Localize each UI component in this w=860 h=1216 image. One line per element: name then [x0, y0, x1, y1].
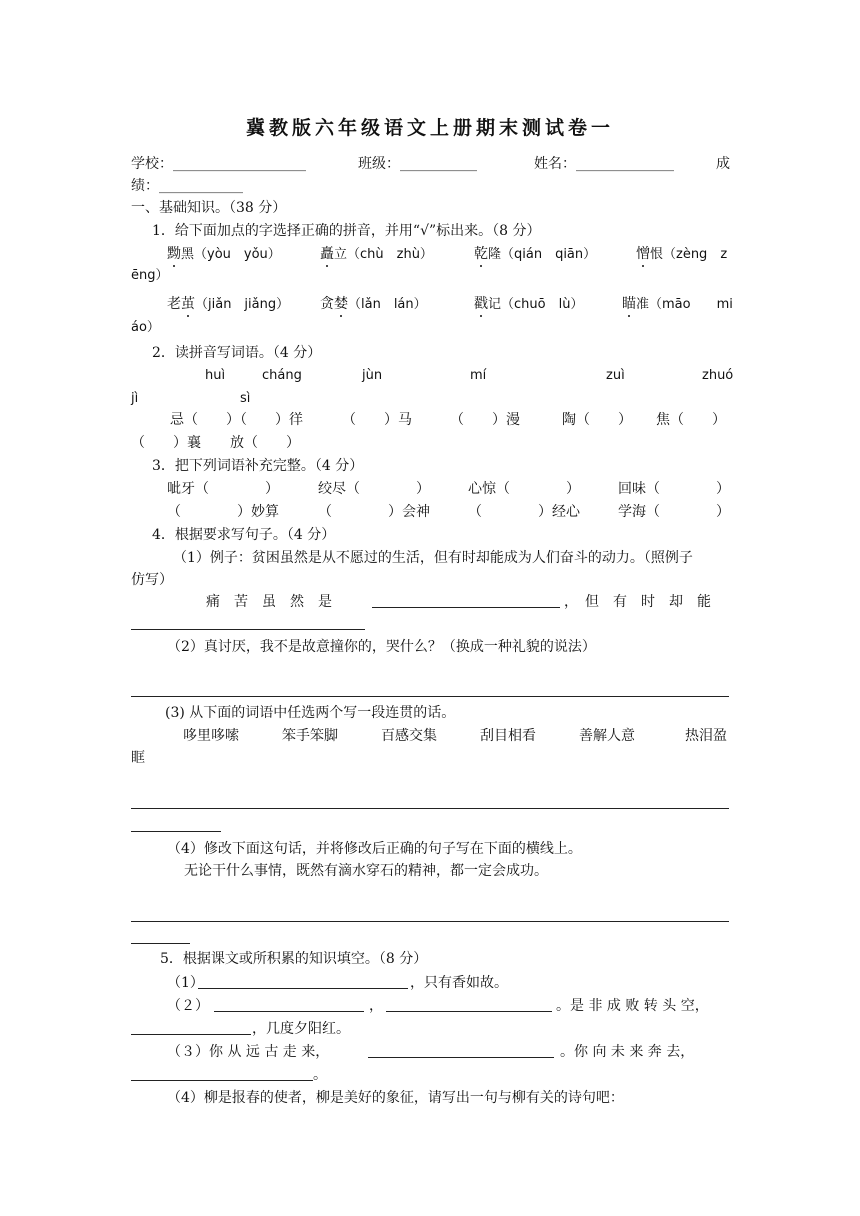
q2-word: 放（ ）: [230, 435, 300, 451]
q4-p1-prompt-b: ， 但 有 时 却 能: [564, 594, 711, 610]
q5-3-end: 。: [313, 1067, 327, 1083]
answer-line[interactable]: [131, 943, 190, 944]
q2-word: （ ）襄: [131, 435, 201, 451]
q2-word: （ ）马: [342, 412, 412, 428]
answer-line[interactable]: [131, 629, 365, 630]
q3-item: （ ）会神: [318, 504, 430, 520]
answer-line[interactable]: [131, 1034, 251, 1035]
q5-1-label: （1）: [167, 975, 204, 991]
answer-line[interactable]: [131, 696, 729, 697]
name-field: 姓名：______________: [534, 156, 674, 172]
q2-pinyin: jì: [131, 391, 139, 406]
score-field: 绩：____________: [131, 178, 243, 194]
score-label: 成: [716, 156, 730, 172]
q2-word: 陶（ ）: [562, 412, 632, 428]
q3-item: （ ）妙算: [167, 504, 279, 520]
q5-1-text: ，只有香如故。: [410, 975, 508, 991]
q3-item: （ ）经心: [468, 504, 580, 520]
q1-item: 老茧（jiǎn jiǎng）: [167, 296, 290, 312]
q2-word: （ ）漫: [450, 412, 520, 428]
q5-3-text: 。你 向 未 来 奔 去，: [560, 1044, 695, 1060]
answer-line[interactable]: [372, 607, 560, 608]
q4-p4-sentence: 无论干什么事情，既然有滴水穿石的精神，都一定会成功。: [184, 863, 548, 879]
q5-2-text: 。是 非 成 败 转 头 空，: [556, 998, 709, 1014]
class-field: 班级：___________: [358, 156, 477, 172]
q4-p3-word-cont: 眶: [131, 750, 145, 766]
q4-p1-instruction-cont: 仿写）: [131, 572, 173, 588]
q1-item: 戳记（chuō lù）: [474, 296, 584, 312]
answer-line[interactable]: [214, 1011, 364, 1012]
q2-title: 2．读拼音写词语。（4 分）: [152, 345, 322, 361]
q5-2-sep: ，: [369, 998, 383, 1014]
q3-item: 学海（ ）: [618, 504, 730, 520]
q2-pinyin: huì: [205, 368, 226, 383]
answer-line[interactable]: [386, 1011, 552, 1012]
section-1-heading: 一、基础知识。（38 分）: [131, 200, 287, 216]
q4-p3-word: 刮目相看: [480, 728, 536, 744]
q3-item: 回味（ ）: [618, 481, 730, 497]
q1-item-cont: áo）: [131, 320, 160, 335]
q4-p3-word: 百感交集: [381, 728, 437, 744]
answer-line[interactable]: [131, 921, 729, 922]
school-field: 学校：___________________: [131, 156, 306, 172]
q4-p3-word: 笨手笨脚: [282, 728, 338, 744]
q1-item: 乾隆（qián qiān）: [474, 246, 597, 262]
q2-pinyin: cháng: [262, 368, 302, 383]
q4-p3-word: 热泪盈: [685, 728, 727, 744]
q4-p3-instruction: (3) 从下面的词语中任选两个写一段连贯的话。: [165, 705, 456, 721]
q2-word: 焦（ ）: [656, 412, 726, 428]
answer-line[interactable]: [368, 1057, 554, 1058]
q2-word: 忌（ ）（ ）徉: [170, 412, 303, 428]
q1-item: 矗立（chù zhù）: [320, 246, 433, 262]
q1-item: 贪婪（lǎn lán）: [320, 296, 427, 312]
q3-item: 绞尽（ ）: [318, 481, 430, 497]
q4-p3-word: 哆里哆嗦: [183, 728, 239, 744]
q4-p3-word: 善解人意: [579, 728, 635, 744]
q2-pinyin: sì: [240, 391, 251, 406]
q5-title: 5．根据课文或所积累的知识填空。（8 分）: [160, 951, 428, 967]
q1-title: 1．给下面加点的字选择正确的拼音，并用“√”标出来。（8 分）: [152, 223, 541, 239]
answer-line[interactable]: [131, 1080, 313, 1081]
q3-item: 心惊（ ）: [468, 481, 580, 497]
q5-3-label: （３）你 从 远 古 走 来，: [167, 1044, 330, 1060]
q5-2-text-b: ，几度夕阳红。: [252, 1021, 350, 1037]
q2-pinyin: zhuó: [702, 368, 734, 383]
q1-item: 憎恨（zèng z: [636, 246, 728, 262]
q4-p4-instruction: （4）修改下面这句话，并将修改后正确的句子写在下面的横线上。: [167, 841, 582, 857]
answer-line[interactable]: [198, 988, 408, 989]
q4-p1-instruction: （1）例子：贫困虽然是从不愿过的生活，但有时却能成为人们奋斗的动力。（照例子: [173, 550, 693, 566]
q4-title: 4．根据要求写句子。（4 分）: [152, 527, 336, 543]
page-title: 冀教版六年级语文上册期末测试卷一: [245, 117, 614, 139]
q3-title: 3．把下列词语补充完整。（4 分）: [152, 458, 364, 474]
q3-item: 呲牙（ ）: [167, 481, 279, 497]
q1-item-cont: ēng）: [131, 268, 169, 283]
q1-item: 瞄准（māo mi: [622, 296, 733, 312]
q4-p2-instruction: （2）真讨厌，我不是故意撞你的，哭什么？（换成一种礼貌的说法）: [167, 639, 596, 655]
q5-2-label: （２）: [167, 998, 209, 1014]
answer-line[interactable]: [131, 831, 221, 832]
answer-line[interactable]: [131, 808, 729, 809]
q2-pinyin: mí: [470, 368, 487, 383]
q2-pinyin: zuì: [606, 368, 625, 383]
q4-p1-prompt: 痛 苦 虽 然 是: [206, 594, 332, 610]
q2-pinyin: jùn: [362, 368, 383, 383]
q5-4-instruction: （4）柳是报春的使者，柳是美好的象征，请写出一句与柳有关的诗句吧：: [167, 1090, 624, 1106]
q1-item: 黝黑（yòu yǒu）: [167, 246, 281, 262]
